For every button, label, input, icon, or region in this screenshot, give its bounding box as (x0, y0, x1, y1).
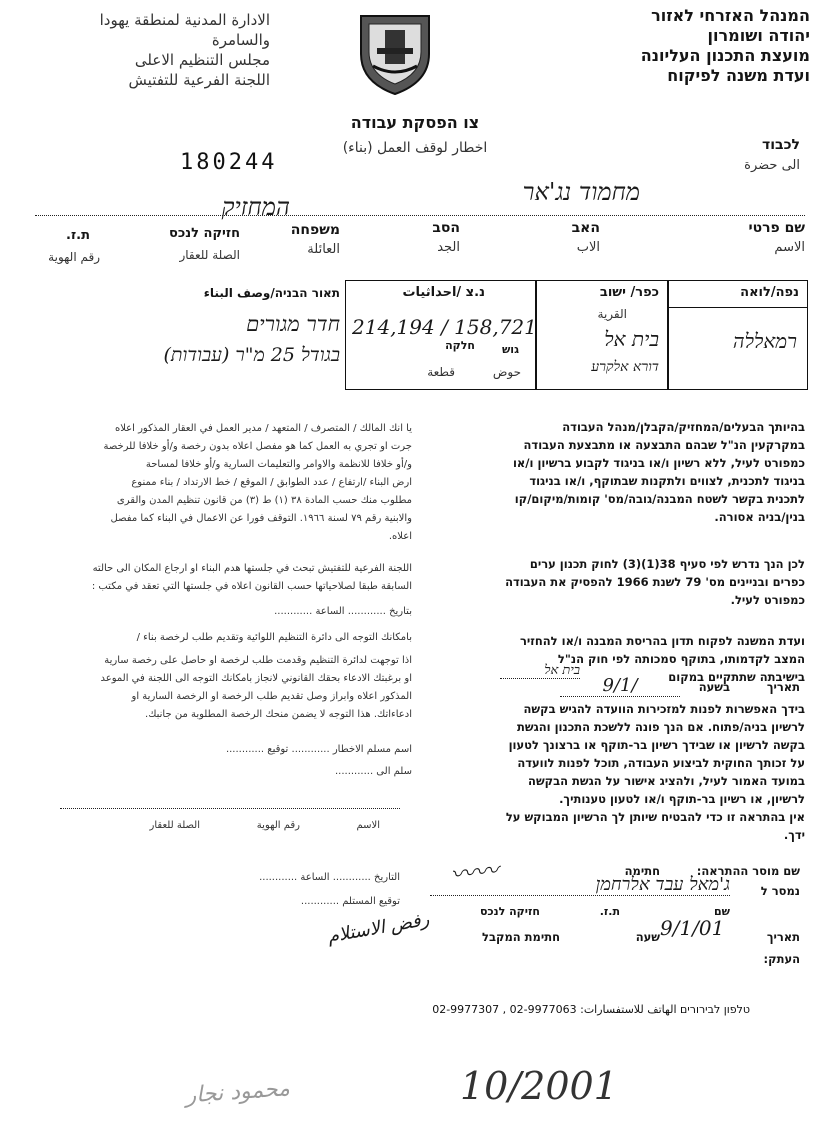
meeting-place: בית אל (500, 662, 580, 679)
delivery-hour-label: שעה (635, 930, 660, 944)
label-grandfather: הסב (432, 220, 460, 236)
label-holding: חזיקה לנכס (169, 226, 240, 241)
meeting-date-value: 9/1/ (560, 675, 680, 697)
label-id-ar: رقم الهوية (48, 250, 100, 264)
header-hebrew-line: מועצת התכנון העליונה (640, 46, 810, 65)
cell-coords (345, 280, 536, 390)
label-grandfather-ar: الجد (437, 240, 460, 255)
hebrew-paragraph-1: בהיותך הבעלים/המחזיק/הקבלן/מנהל העבודה במקרקעין הנ"ל שבהם התבצעה או מתבצעת העבודה כמפורט לעיל, ללא רשיון ו/או בניגוד לקבוע ברשיון ו/או בניגוד לתכנית, לצווים ולתקנות שבתוקף, ו/או בניגוד לתכנית בקשר לשטח המבנה/גובה/מס' קומות/מיקום/קו בנין/בניה אסורה. (512, 420, 805, 524)
footer-arabic-name: محمود نجار (184, 1076, 291, 1109)
header-hebrew-line: המנהל האזרחי לאזור (651, 6, 810, 25)
addressee-label-ar: الى حضرة (744, 158, 800, 173)
parcel-label: חלקה (445, 339, 475, 352)
block-label: גוש (501, 343, 519, 356)
footer-date: 10/2001 (460, 1064, 618, 1108)
district-header: נפה/לואה (740, 285, 799, 300)
addressee-label-heb: לכבוד (762, 137, 800, 153)
description-value-1: חדר מגורים (246, 312, 340, 336)
delivery-id-col: ת.ז. (599, 905, 620, 918)
arabic-paragraph-3: بامكانك التوجه الى دائرة التنظيم اللوائية وتقديم طلب لرخصة بناء / (136, 632, 412, 643)
delivery-date-label: תאריך (766, 930, 800, 944)
delivery-relation-col: חזיקה לנכס (479, 905, 540, 918)
delivered-to-label: נמסר ל (760, 884, 800, 898)
emblem-icon (355, 8, 435, 96)
arabic-paragraph-4: اذا توجهت لدائرة التنظيم وقدمت طلب لرخصة او حاصل على رخصة سارية او برغبتك الادعاء بحقك القانوني لانجاز بامكانك التوجه الى اللجنة في الموعد المذكور اعلاه وابراز وصل تقديم طلب الرخصة او الرخصة السارية او ادعاءاتك. هذا التوجه لا يضمن منحك الرخصة المطلوبة من جانبك. (100, 655, 412, 720)
header-hebrew-line: יהודה ושומרון (707, 26, 810, 45)
coords-value: 214,194 / 158,721 (352, 315, 537, 339)
order-number: 180244 (180, 150, 278, 175)
header-arabic-line: اللجنة الفرعية للتفتيش (128, 71, 270, 89)
label-father-ar: الاب (576, 240, 600, 255)
description-header: תאור הבניה/وصف البناء (203, 286, 340, 300)
receiver-signature-label: חתימת המקבל (482, 930, 560, 944)
district-value: רמאללה (732, 329, 797, 353)
label-father: האב (571, 220, 600, 236)
hebrew-paragraph-3: ועדת המשנה לפקוח תדון בהריסת המבנה ו/או להחזיר המצב לקדמותו, בתוקף סמכותה לפי חוק הנ"ל בישיבתה שתתקיים במקום (519, 634, 805, 684)
copy-label: העתק: (763, 952, 800, 966)
arabic-col-relation: الصلة للعقار (149, 820, 200, 831)
arabic-cols-line (60, 808, 400, 809)
header-hebrew-line: ועדת משנה לפיקוח (667, 66, 810, 85)
label-holding-ar: الصلة للعقار (179, 248, 240, 262)
phone-label-ar: الهاتف للاستفسارات: (580, 1003, 677, 1016)
arabic-col-id: رقم الهوية (256, 820, 300, 831)
delivery-name-col: שם (713, 905, 730, 918)
arabic-delivered-to: سلم الى ............ (334, 766, 412, 777)
header-arabic-line: والسامرة (211, 31, 270, 49)
village-header: כפר/ ישוב (599, 285, 659, 300)
label-first-name: שם פרטי (748, 220, 805, 236)
arabic-paragraph-1: يا انك المالك / المتصرف / المتعهد / مدير العمل في العقار المذكور اعلاه جرت او تجري به العمل كما هو مفصل اعلاه بدون رخصة و/أو خلافا للرخصة و/أو خلافا للانظمة والاوامر والتعليمات السارية و/أو خلافا لمساحة ارض البناء /ارتفاع / عدد الطوابق / الموقع / خط الارتداد / بناء ممنوع مطلوب منك حسب المادة ٣٨ (١) ط (٣) من قانون تنظيم المدن والقرى والابنية رقم ٧٩ لسنة ١٩٦٦. التوقف فورا عن الاعمال في البناء كما مفصل اعلاه. (103, 423, 412, 542)
hebrew-paragraph-4: בידך האפשרות לפנות למזכירות הוועדה להגיש בקשה לרשיון בניה/פתוח. אם הנך פונה ללשכת התכנון והגשת בקשה לרשיון או שבידך רשיון בר-תוקף או ברצונך לטעון על זכותך החוקית לביצוע העבודה, תוכל לפנות לוועדה במועד האמור לעיל, ולהציג אישור על הגשת הבקשה לרשיון, או רשיון בר-תוקף ו/או לטעון טענותיך. אין בהתראה זו כדי להבטיח שיותן לך הרשיון המבוקש על ידך. (505, 702, 805, 842)
hebrew-paragraph-2: לכן הנך נדרש לפי סעיף 38(1)(3) לחוק תכנון ערים כפרים ובניינים מס' 79 לשנת 1966 להפסיק את העבודה כמפורט לעיל. (505, 557, 805, 607)
district-divider (669, 307, 807, 308)
village-header-ar: القرية (597, 307, 627, 321)
addressee-line (35, 215, 805, 216)
cell-district (668, 280, 808, 390)
label-first-name-ar: الاسم (774, 240, 805, 255)
delivery-signature-label: חתימה (624, 864, 660, 878)
header-hebrew (520, 6, 810, 86)
arabic-recipient: اسم مسلم الاخطار ............ توقيع ............ (225, 744, 412, 755)
phone-label-heb: טלפון לבירורים (680, 1003, 750, 1016)
description-value-2: בגודל 25 מ"ר (עבודות) (163, 344, 340, 366)
qita-label: قطعة (427, 365, 455, 379)
delivered-to-name: ג'מאל עבד אלרחמן (430, 874, 730, 896)
delivery-signature: 〰〰 (449, 856, 500, 890)
header-arabic-line: مجلس التنظيم الاعلى (134, 51, 270, 69)
hod-label: حوض (492, 365, 521, 379)
arabic-col-name: الاسم (356, 820, 380, 831)
addressee-role-handwritten: המחזיק (221, 193, 290, 221)
delivery-person-label: שם מוסר ההתראה: (696, 864, 800, 878)
cell-village (536, 280, 668, 390)
header-arabic-line: الادارة المدنية لمنطقة يهودا (99, 11, 270, 29)
label-family-ar: العائلة (307, 242, 340, 257)
coords-header: נ.צ /احداثيات (402, 285, 485, 300)
arabic-handwritten-refused: رفض الاستلام (326, 908, 431, 948)
arabic-date2: التاريخ ............ الساعة ............ (259, 872, 400, 883)
label-family: משפחה (290, 222, 340, 238)
header-arabic (40, 10, 270, 90)
title-arabic: اخطار لوقف العمل (بناء) (342, 140, 488, 156)
village-value-2: דורא אלקרע (591, 359, 659, 375)
phone-numbers: 02-9977307 , 02-9977063 (432, 1003, 577, 1016)
title-hebrew: צו הפסקת עבודה (350, 113, 480, 132)
meeting-date-label: תאריך (766, 680, 800, 694)
arabic-date-line: بتاريخ ............ الساعة ............ (274, 606, 412, 617)
arabic-signature: توقيع المستلم ............ (300, 896, 400, 907)
delivery-date-value: 9/1/01 (660, 916, 725, 940)
phone-line (150, 1003, 750, 1016)
village-value: בית אל (604, 327, 659, 351)
addressee-name-handwritten: מחמוד נג'אר (522, 178, 640, 206)
meeting-hour-label: בשעה (698, 680, 730, 694)
label-id: ת.ז. (66, 228, 90, 243)
arabic-paragraph-2: اللجنة الفرعية للتفتيش تبحث في جلستها هدم البناء او ارجاع المكان الى حالته السابقة طبقا لصلاحياتها حسب القانون اعلاه في جلستها التي تعقد في مكتب : (91, 563, 412, 592)
